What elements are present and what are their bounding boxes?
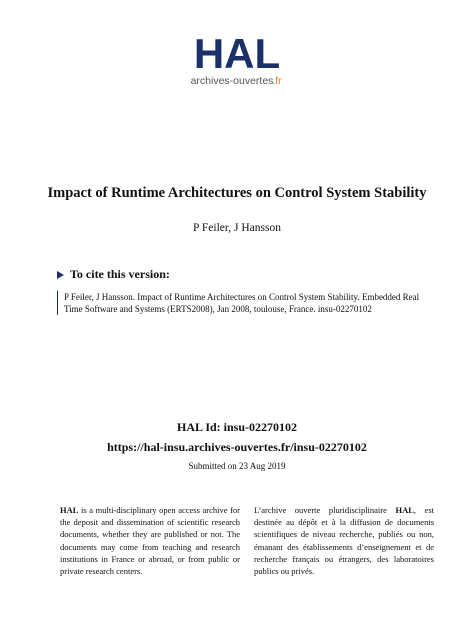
logo-wordmark: HAL — [193, 30, 281, 77]
logo-tld: .fr — [272, 75, 282, 87]
hal-logo-graphic — [182, 30, 292, 90]
hal-lead-fr: HAL — [395, 505, 414, 515]
cite-heading — [57, 267, 170, 282]
hal-url-link[interactable]: https://hal-insu.archives-ouvertes.fr/insu-02270102 — [107, 440, 367, 454]
triangle-right-icon — [57, 271, 64, 279]
hal-lead-en: HAL — [60, 505, 79, 515]
hal-logo[interactable] — [0, 30, 474, 90]
submission-date: Submitted on 23 Aug 2019 — [188, 461, 286, 471]
cite-heading-text: To cite this version: — [70, 267, 170, 281]
paper-title: Impact of Runtime Architectures on Control System Stability — [47, 185, 427, 201]
disclaimer-fr-text-a: L’archive ouverte pluridisciplinaire — [254, 505, 396, 515]
paper-authors: P Feiler, J Hansson — [193, 222, 281, 234]
logo-tagline: archives-ouvertes — [190, 75, 274, 87]
disclaimer-fr-text-b: , est destinée au dépôt et à la diffusion de documents scientifiques de niveau recherche, publiés ou non, émanant des établissements d’enseignement et de recherche français ou étrangers, des laboratoires publics ou privés. — [254, 505, 434, 577]
citation-text: P Feiler, J Hansson. Impact of Runtime Architectures on Control System Stability. Embedded Real Time Software and Systems (ERTS2008), Jan 2008, toulouse, France. insu-02270102 — [57, 291, 430, 315]
disclaimer-english — [60, 504, 240, 577]
disclaimer-en-text: is a multi-disciplinary open access archive for the deposit and dissemination of scientific research documents, whether they are published or not. The documents may come from teaching and research institutions in France or abroad, or from public or private research centers. — [60, 505, 240, 577]
hal-id: HAL Id: insu-02270102 — [176, 420, 298, 434]
disclaimer-french — [254, 504, 434, 577]
